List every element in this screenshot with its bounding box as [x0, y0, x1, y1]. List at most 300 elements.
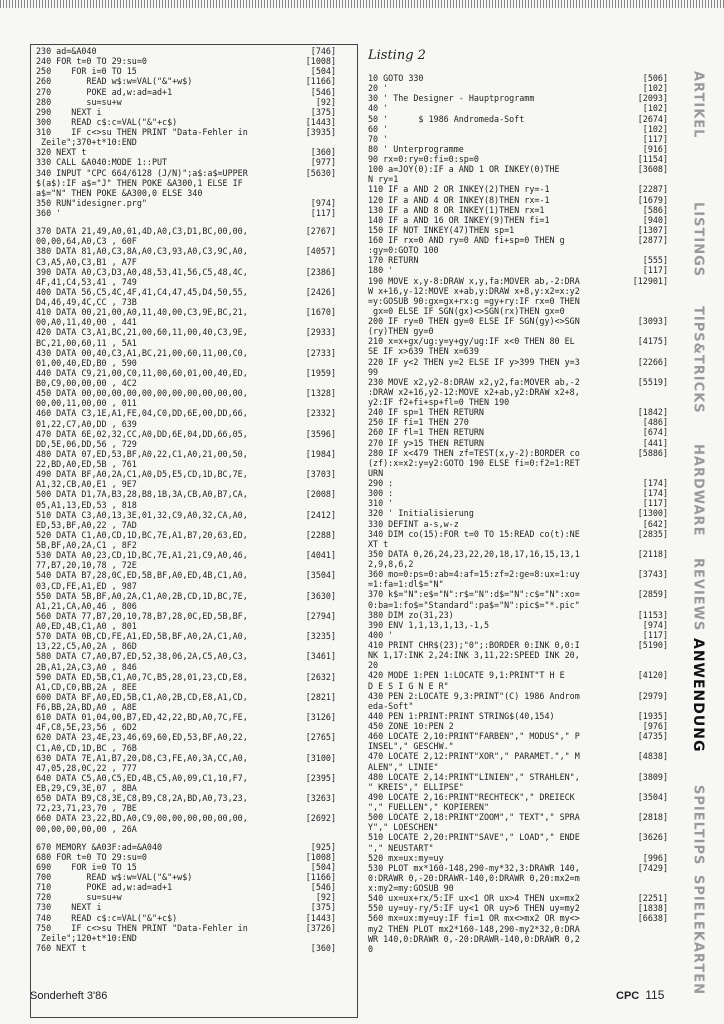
- checksum: [117]: [642, 498, 668, 509]
- checksum: [332, 236, 336, 246]
- code-line: [368, 610, 668, 620]
- checksum: [3703]: [305, 469, 336, 480]
- checksum: [4057]: [305, 246, 336, 257]
- code-text: 370 DATA 21,49,A0,01,4D,A0,C3,D1,BC,00,00,: [36, 226, 248, 237]
- code-line: [368, 559, 668, 569]
- code-text: N ry=1: [368, 174, 399, 185]
- code-text: 630 DATA 7E,A1,B7,20,D8,C3,FE,A0,3A,CC,A0,: [36, 752, 248, 763]
- code-line: [36, 178, 336, 188]
- page-footer: [616, 988, 664, 1002]
- code-line: [368, 245, 668, 255]
- code-line: [36, 157, 336, 167]
- checksum: [332, 560, 336, 570]
- section-tab: [676, 181, 720, 299]
- section-tab: [676, 876, 720, 994]
- code-line: [368, 832, 668, 842]
- code-line: [36, 753, 336, 763]
- code-line: [368, 711, 668, 721]
- code-line: [36, 408, 336, 418]
- checksum: [925]: [310, 841, 336, 852]
- code-line: [368, 681, 668, 691]
- code-line: [368, 397, 668, 407]
- checksum: [2251]: [637, 893, 668, 904]
- checksum: [332, 520, 336, 530]
- code-line: [368, 508, 668, 518]
- code-line: [36, 168, 336, 178]
- code-line: [36, 722, 336, 732]
- checksum: [2118]: [637, 548, 668, 559]
- checksum: [664, 822, 668, 832]
- code-line: [36, 198, 336, 208]
- code-text: 420 DATA C3,A1,BC,21,00,60,11,00,40,C3,9E,: [36, 327, 248, 338]
- section-tab-label: HARDWARE: [690, 443, 706, 537]
- checksum: [2386]: [305, 266, 336, 277]
- checksum: [332, 439, 336, 449]
- checksum: [664, 741, 668, 751]
- code-line: [36, 469, 336, 479]
- code-text: 530 DATA A0,23,CD,1D,BC,7E,A1,21,C9,A0,46,: [36, 550, 248, 561]
- checksum: [664, 650, 668, 660]
- checksum: [332, 682, 336, 692]
- code-line: [368, 762, 668, 772]
- checksum: [664, 802, 668, 812]
- checksum: [2093]: [637, 93, 668, 104]
- block-gap: [36, 834, 336, 842]
- code-text: "," NEUSTART": [368, 842, 434, 853]
- section-tab-label: REVIEWS: [690, 558, 706, 632]
- code-line: [36, 56, 336, 66]
- checksum: [664, 843, 668, 853]
- code-text: A1,21,CA,A0,46 , 806: [36, 600, 137, 611]
- code-line: [36, 692, 336, 702]
- checksum: [664, 174, 668, 184]
- code-text: 300 :: [368, 488, 394, 499]
- code-line: [36, 570, 336, 580]
- code-line: [368, 792, 668, 802]
- code-line: [368, 448, 668, 458]
- checksum: [102]: [642, 103, 668, 114]
- code-line: [36, 76, 336, 86]
- code-text: SE IF x>639 THEN x=639: [368, 346, 479, 357]
- code-text: 320 ' Initialisierung: [368, 508, 474, 519]
- code-text: 710 POKE ad,w:ad=ad+1: [36, 882, 173, 893]
- code-text: 470 DATA 6E,02,32,CC,A0,DD,6E,04,DD,66,05,: [36, 428, 248, 439]
- checksum: [2412]: [305, 509, 336, 520]
- code-line: [368, 873, 668, 883]
- checksum: [2794]: [305, 610, 336, 621]
- code-text: 5B,BF,A0,2A,C1 , 8F2: [36, 540, 137, 550]
- code-text: A1,32,CB,A0,E1 , 9E7: [36, 479, 137, 490]
- checksum: [332, 317, 336, 327]
- checksum: [332, 763, 336, 773]
- checksum: [332, 933, 336, 943]
- checksum: [2767]: [305, 226, 336, 237]
- code-line: [368, 863, 668, 873]
- code-line: [36, 712, 336, 722]
- code-text: 290 :: [368, 478, 394, 488]
- checksum: [916]: [642, 143, 668, 154]
- code-text: Y"," LOESCHEN": [368, 822, 439, 833]
- code-line: [36, 550, 336, 560]
- checksum: [2008]: [305, 489, 336, 500]
- checksum: [486]: [642, 417, 668, 428]
- code-line: [368, 782, 668, 792]
- checksum: [3726]: [305, 922, 336, 933]
- code-line: [368, 367, 668, 377]
- code-text: 600 DATA BF,A0,ED,5B,C1,A0,2B,CD,E8,A1,CD,: [36, 691, 248, 702]
- code-line: [36, 449, 336, 459]
- code-line: [368, 488, 668, 498]
- top-rule: [0, 0, 724, 8]
- code-line: [36, 439, 336, 449]
- checksum: [174]: [642, 488, 668, 499]
- checksum: [7429]: [637, 862, 668, 873]
- code-text: 210 x=x+gx/ug:y=y+gy/ug:IF x<0 THEN 80 EL: [368, 336, 575, 347]
- code-text: Zeile";370+t*10:END: [36, 137, 137, 148]
- code-line: [36, 348, 336, 358]
- checksum: [586]: [642, 204, 668, 215]
- code-text: 260 READ w$:w=VAL("&"+w$): [36, 76, 193, 87]
- block-gap: [36, 218, 336, 226]
- code-text: 500 DATA D1,7A,B3,28,B8,1B,3A,CB,A0,B7,CA,: [36, 489, 248, 500]
- code-text: 460 LOCATE 2,10:PRINT"FARBEN"," MODUS"," P: [368, 731, 580, 742]
- code-text: BC,21,00,60,11 , 5A1: [36, 337, 137, 348]
- code-line: [368, 640, 668, 650]
- code-text: 320 NEXT t: [36, 147, 87, 158]
- code-line: [368, 235, 668, 245]
- code-line: [368, 73, 668, 83]
- code-text: 760 NEXT t: [36, 942, 87, 953]
- code-line: [36, 127, 336, 137]
- code-text: 550 uy=uy-ry/5:IF uy<1 OR uy>6 THEN uy=my2: [368, 903, 580, 914]
- section-tab-label: ARTIKEL: [690, 71, 706, 139]
- code-line: [368, 286, 668, 296]
- code-text: 230 ad=&A040: [36, 46, 97, 56]
- code-text: 620 DATA 23,4E,23,46,69,60,ED,53,BF,A0,22,: [36, 732, 248, 743]
- code-text: 00,A0,11,40,00 , 441: [36, 317, 137, 328]
- checksum: [2426]: [305, 286, 336, 297]
- code-text: D E S I G N E R": [368, 680, 449, 691]
- code-text: 77,B7,20,10,78 , 72E: [36, 560, 137, 571]
- code-text: URN: [368, 467, 384, 478]
- checksum: [974]: [310, 197, 336, 208]
- code-text: W x+16,y-12:MOVE x+ab,y:DRAW x+8,y:x2=x:y2: [368, 285, 580, 296]
- code-text: x:my2=my:GOSUB 90: [368, 883, 454, 893]
- checksum: [664, 306, 668, 316]
- code-text: 570 DATA 0B,CD,FE,A1,ED,5B,BF,A0,2A,C1,A0,: [36, 631, 248, 642]
- code-line: [36, 824, 336, 834]
- code-line: [368, 306, 668, 316]
- code-line: [36, 226, 336, 236]
- code-text: 440 DATA C9,21,00,C0,11,00,60,01,00,40,ED,: [36, 367, 248, 378]
- checksum: [1300]: [637, 508, 668, 519]
- checksum: [2979]: [637, 690, 668, 701]
- code-text: 500 LOCATE 2,18:PRINT"ZOOM"," TEXT"," SPRA: [368, 812, 580, 823]
- code-text: 680 FOR t=0 TO 29:su=0: [36, 851, 147, 862]
- code-text: 05,A1,13,ED,53 , 818: [36, 499, 137, 510]
- checksum: [3626]: [637, 832, 668, 843]
- code-text: 150 IF NOT INKEY(47)THEN sp=1: [368, 224, 515, 235]
- code-line: [368, 600, 668, 610]
- code-line: [36, 530, 336, 540]
- checksum: [664, 397, 668, 407]
- checksum: [664, 245, 668, 255]
- code-line: [36, 651, 336, 661]
- code-text: 60 ': [368, 123, 389, 134]
- code-text: 100 a=JOY(0):IF a AND 1 OR INKEY(0)THE: [368, 164, 560, 175]
- code-text: 450 DATA 00,00,00,00,00,00,00,00,00,00,00,: [36, 388, 248, 399]
- checksum: [3935]: [305, 127, 336, 137]
- code-text: 380 DATA 81,A0,C3,8A,A0,C3,93,A0,C3,9C,A0,: [36, 246, 248, 257]
- code-line: [368, 195, 668, 205]
- code-text: 280 su=su+w: [36, 96, 122, 107]
- code-line: [368, 883, 668, 893]
- code-text: A1,CD,C0,BB,2A , 8EE: [36, 681, 137, 692]
- code-text: 430 DATA 00,40,C3,A1,BC,21,00,60,11,00,C0,: [36, 347, 248, 358]
- code-text: 170 RETURN: [368, 255, 419, 266]
- code-line: [36, 459, 336, 469]
- checksum: [746]: [310, 46, 336, 56]
- code-text: (ry)THEN gy=0: [368, 326, 434, 337]
- code-line: [368, 721, 668, 731]
- code-text: 560 mx=ux:my=uy:IF fi=1 OR mx<>mx2 OR my<>: [368, 913, 580, 924]
- checksum: [2288]: [305, 529, 336, 540]
- checksum: [2266]: [637, 356, 668, 367]
- checksum: [332, 621, 336, 631]
- checksum: [5886]: [637, 447, 668, 458]
- code-text: " KREIS"," ELLIPSE": [368, 781, 464, 792]
- code-text: 480 LOCATE 2,14:PRINT"LINIEN"," STRAHLEN",: [368, 771, 580, 782]
- code-line: [36, 702, 336, 712]
- code-line: [36, 743, 336, 753]
- checksum: [332, 581, 336, 591]
- code-line: [36, 378, 336, 388]
- code-text: 350 RUN"idesigner.prg": [36, 197, 147, 208]
- code-line: [36, 277, 336, 287]
- listing-2-code: [368, 73, 668, 954]
- checksum: [996]: [642, 852, 668, 863]
- code-line: [368, 660, 668, 670]
- code-text: 420 MODE 1:PEN 1:LOCATE 9,1:PRINT"T H E: [368, 670, 565, 681]
- code-line: [36, 662, 336, 672]
- checksum: [332, 419, 336, 429]
- code-text: 390 DATA A0,C3,D3,A0,48,53,41,56,C5,48,4C,: [36, 266, 248, 277]
- code-line: [368, 407, 668, 417]
- code-line: [36, 500, 336, 510]
- code-line: [368, 843, 668, 853]
- code-text: D4,46,49,4C,CC , 73B: [36, 297, 137, 307]
- code-text: 99: [368, 366, 379, 377]
- code-text: 340 DIM co(15):FOR t=0 TO 15:READ co(t):NE: [368, 528, 580, 539]
- code-text: 0:ba=1:fo$="Standard":pa$="N":pic$="*.pic": [368, 599, 580, 610]
- checksum: [332, 479, 336, 489]
- code-line: [36, 297, 336, 307]
- code-text: 360 mo=0:ps=0:ab=4:af=15:zf=2:ge=8:ux=1:uy: [368, 569, 580, 580]
- code-text: 380 DIM zo(31,23): [368, 609, 454, 620]
- code-line: [368, 377, 668, 387]
- code-text: (zf):x=x2:y=y2:GOTO 190 ELSE fi=0:f2=1:RET: [368, 457, 580, 468]
- code-line: [368, 519, 668, 529]
- code-text: 290 NEXT i: [36, 106, 102, 117]
- checksum: [5519]: [637, 376, 668, 387]
- code-line: [368, 265, 668, 275]
- code-text: 50 ' $ 1986 Andromeda-Soft: [368, 113, 525, 124]
- code-text: 660 DATA 23,22,BD,A0,C9,00,00,00,00,00,00,: [36, 813, 248, 824]
- checksum: [546]: [310, 86, 336, 97]
- code-line: [368, 498, 668, 508]
- code-text: 180 ': [368, 265, 394, 276]
- code-text: 330 DEFINT a-s,w-z: [368, 518, 459, 529]
- code-text: gx=0 ELSE IF SGN(gx)<>SGN(rx)THEN gx=0: [368, 305, 565, 316]
- code-text: 4F,41,C4,53,41 , 749: [36, 276, 137, 287]
- code-line: [36, 631, 336, 641]
- code-line: [36, 107, 336, 117]
- checksum: [332, 188, 336, 198]
- code-line: [368, 174, 668, 184]
- code-line: [36, 419, 336, 429]
- checksum: [3126]: [305, 712, 336, 723]
- checksum: [664, 762, 668, 772]
- section-tab: [676, 301, 720, 419]
- code-text: 160 IF rx=0 AND ry=0 AND fi+sp=0 THEN g: [368, 235, 565, 245]
- code-line: [36, 137, 336, 147]
- code-text: 130 IF a AND 8 OR INKEY(1)THEN rx=1: [368, 204, 545, 215]
- code-line: [36, 540, 336, 550]
- code-line: [368, 114, 668, 124]
- code-line: [36, 793, 336, 803]
- code-text: 340 INPUT "CPC 664/6128 (J/N)";a$:a$=UPPER: [36, 167, 248, 178]
- checksum: [332, 803, 336, 813]
- code-text: 140 IF a AND 16 OR INKEY(9)THEN fi=1: [368, 214, 550, 225]
- code-text: 350 DATA 0,26,24,23,22,20,18,17,16,15,13,1: [368, 548, 580, 559]
- checksum: [1154]: [637, 154, 668, 164]
- code-text: DD,5E,06,DD,56 , 729: [36, 438, 137, 449]
- code-text: 72,23,71,23,70 , 7BE: [36, 803, 137, 814]
- checksum: [2877]: [637, 235, 668, 245]
- code-text: 520 mx=ux:my=uy: [368, 852, 444, 863]
- code-text: 370 k$="N":e$="N":r$="N":d$="N":c$="N":xo=: [368, 589, 580, 600]
- code-line: [368, 255, 668, 265]
- code-text: 200 IF ry=0 THEN gy=0 ELSE IF SGN(gy)<>SGN: [368, 316, 580, 326]
- code-text: 640 DATA C5,A0,C5,ED,4B,C5,A0,09,C1,10,F7,: [36, 772, 248, 783]
- code-line: [36, 46, 336, 56]
- code-text: 220 IF y<2 THEN y=2 ELSE IF y>399 THEN y=3: [368, 356, 580, 367]
- code-text: A0,ED,4B,C1,A0 , 801: [36, 621, 137, 631]
- checksum: [664, 326, 668, 336]
- code-line: [368, 630, 668, 640]
- checksum: [664, 579, 668, 589]
- code-line: [368, 701, 668, 711]
- checksum: [664, 387, 668, 397]
- code-line: [36, 327, 336, 337]
- code-text: 0:DRAWR 0,-20:DRAWR-140,0:DRAWR 0,20:mx2=m: [368, 872, 580, 883]
- code-text: 720 su=su+w: [36, 892, 122, 903]
- code-line: [368, 124, 668, 134]
- checksum: [2765]: [305, 732, 336, 743]
- checksum: [1842]: [637, 407, 668, 418]
- code-text: 670 MEMORY &A03F:ad=&A040: [36, 841, 163, 852]
- code-text: =y:GOSUB 90:gx=gx+rx:g =gy+ry:IF rx=0 THEN: [368, 295, 580, 306]
- code-line: [36, 813, 336, 823]
- code-text: 190 MOVE x,y-8:DRAW x,y,fa:MOVER ab,-2:DRA: [368, 275, 580, 286]
- checksum: [664, 559, 668, 569]
- code-text: 03,CD,FE,A1,ED , 987: [36, 580, 137, 591]
- code-line: [36, 591, 336, 601]
- checksum: [332, 398, 336, 408]
- code-line: [368, 772, 668, 782]
- code-text: F6,BB,2A,BD,A0 , A8E: [36, 702, 137, 712]
- code-text: 410 DATA 00,21,00,A0,11,40,00,C3,9E,BC,21,: [36, 307, 248, 318]
- code-text: ALEN"," LINIE": [368, 761, 439, 772]
- code-text: 430 PEN 2:LOCATE 9,3:PRINT"(C) 1986 Androm: [368, 690, 580, 701]
- code-text: 580 DATA C7,A0,B7,ED,52,38,06,2A,C5,A0,C3,: [36, 651, 248, 662]
- checksum: [2632]: [305, 671, 336, 682]
- page-number: 115: [645, 988, 665, 1002]
- code-line: [368, 154, 668, 164]
- code-text: 0: [368, 943, 374, 954]
- code-text: 270 POKE ad,w:ad=ad+1: [36, 86, 173, 97]
- code-text: eda-Soft": [368, 700, 414, 711]
- code-text: NK 1,17:INK 2,24:INK 3,11,22:SPEED INK 20,: [368, 650, 580, 661]
- code-line: [368, 357, 668, 367]
- checksum: [664, 681, 668, 691]
- code-line: [36, 783, 336, 793]
- section-tab-label: LISTINGS: [690, 202, 706, 278]
- code-line: [368, 225, 668, 235]
- code-line: [36, 479, 336, 489]
- checksum: [1935]: [637, 710, 668, 721]
- checksum: [2692]: [305, 813, 336, 824]
- code-text: 730 NEXT i: [36, 902, 102, 913]
- checksum: [102]: [642, 123, 668, 134]
- code-line: [368, 691, 668, 701]
- code-text: 400 ': [368, 629, 394, 640]
- checksum: [2674]: [637, 113, 668, 124]
- checksum: [4735]: [637, 731, 668, 742]
- code-text: 47,05,28,0C,22 , 777: [36, 762, 137, 773]
- code-text: 510 LOCATE 2,20:PRINT"SAVE"," LOAD"," ENDE: [368, 832, 580, 843]
- code-line: [368, 438, 668, 448]
- code-line: [36, 388, 336, 398]
- code-line: [368, 478, 668, 488]
- checksum: [1443]: [305, 912, 336, 923]
- code-line: [368, 822, 668, 832]
- checksum: [664, 701, 668, 711]
- code-line: [368, 387, 668, 397]
- code-line: [36, 672, 336, 682]
- code-line: [368, 205, 668, 215]
- checksum: [332, 540, 336, 550]
- checksum: [4120]: [637, 670, 668, 681]
- code-text: 4F,C8,5E,23,56 , 6D2: [36, 722, 137, 733]
- checksum: [3235]: [305, 631, 336, 642]
- checksum: [6638]: [637, 913, 668, 924]
- code-line: [36, 87, 336, 97]
- checksum: [174]: [642, 478, 668, 488]
- checksum: [664, 924, 668, 934]
- code-line: [368, 924, 668, 934]
- code-line: [36, 902, 336, 912]
- checksum: [1838]: [637, 903, 668, 914]
- code-line: [368, 579, 668, 589]
- code-text: 750 IF c<>su THEN PRINT "Data-Fehler in: [36, 922, 248, 933]
- code-text: 470 LOCATE 2,12:PRINT"XOR"," PARAMET."," M: [368, 751, 580, 762]
- code-text: 310 ': [368, 498, 394, 509]
- checksum: [1443]: [305, 116, 336, 127]
- checksum: [2821]: [305, 691, 336, 702]
- checksum: [2332]: [305, 408, 336, 419]
- checksum: [674]: [642, 427, 668, 438]
